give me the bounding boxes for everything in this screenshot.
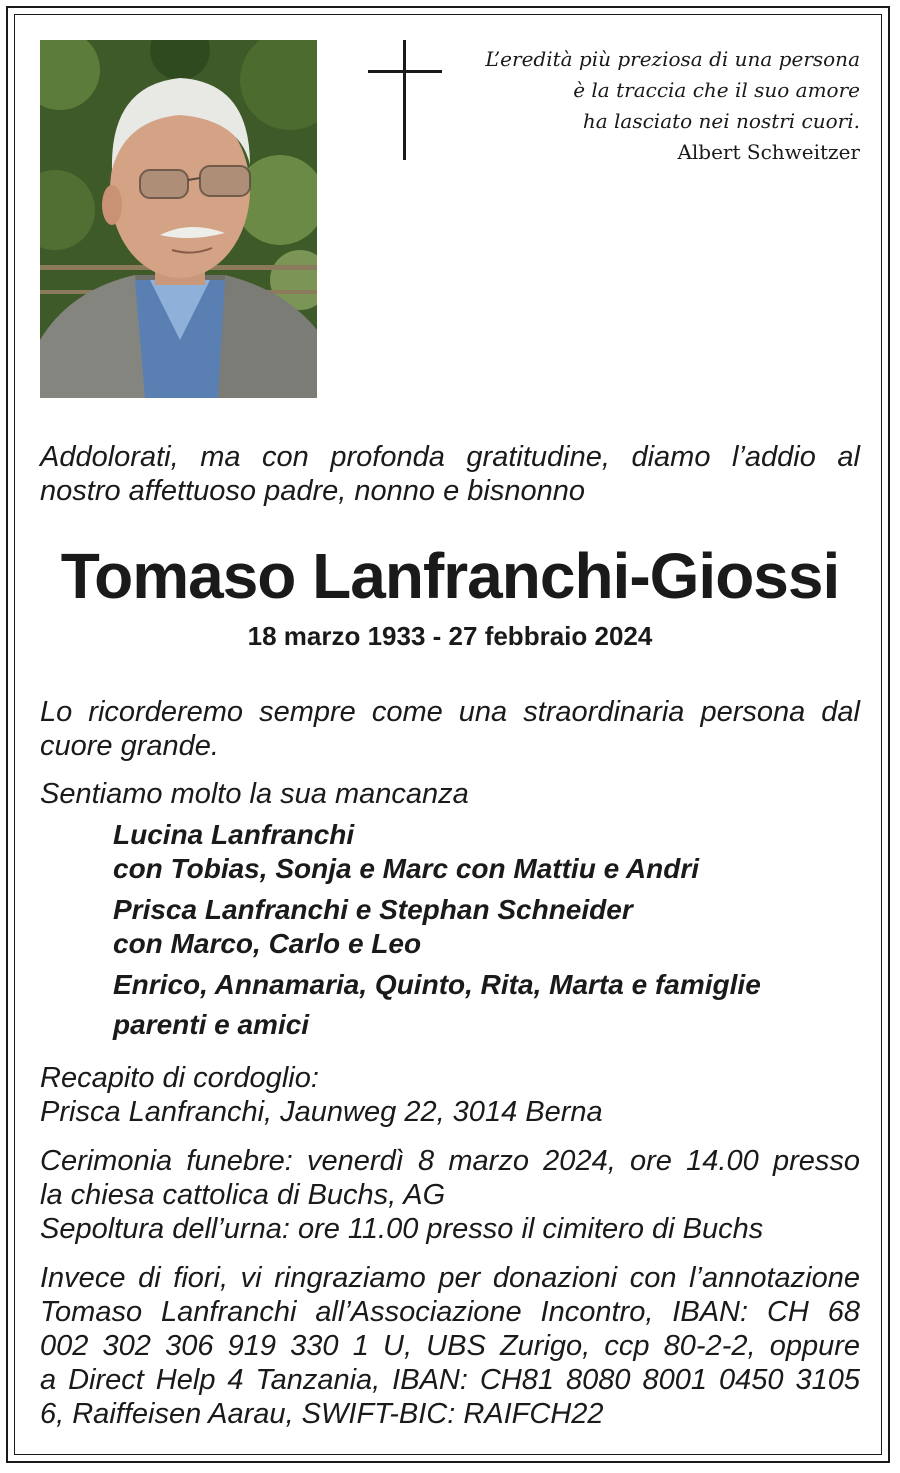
intro-line: Addolorati, ma con profonda gratitudine, diamo l’addio al	[40, 441, 860, 473]
quote-block	[480, 44, 860, 168]
ceremony-line: Cerimonia funebre: venerdì 8 marzo 2024, ore 14.00 presso	[40, 1145, 860, 1177]
intro-line: nostro affettuoso padre, nonno e bisnonno	[40, 475, 585, 507]
condolence-label: Recapito di cordoglio:	[40, 1062, 319, 1094]
intro-text	[40, 440, 860, 508]
donations-line: 002 302 306 919 330 1 U, UBS Zurigo, ccp 80-2-2, oppure	[40, 1330, 860, 1362]
portrait-photo	[40, 40, 317, 398]
donations-line: a Direct Help 4 Tanzania, IBAN: CH81 8080 8001 0450 3105	[40, 1364, 860, 1396]
family-line: parenti e amici	[113, 1009, 310, 1040]
family-list	[113, 818, 873, 1042]
missing-text: Sentiamo molto la sua mancanza	[40, 778, 469, 810]
family-line: con Marco, Carlo e Leo	[113, 928, 422, 959]
family-line: con Tobias, Sonja e Marc con Mattiu e Andri	[113, 853, 700, 884]
ceremony-line: la chiesa cattolica di Buchs, AG	[40, 1179, 446, 1211]
cross-symbol	[368, 40, 442, 160]
donations-line: Invece di fiori, vi ringraziamo per donazioni con l’annotazione	[40, 1262, 860, 1294]
deceased-name: Tomaso Lanfranchi-Giossi	[60, 540, 840, 612]
quote-line: L’eredità più preziosa di una persona	[485, 47, 860, 71]
life-dates: 18 marzo 1933 - 27 febbraio 2024	[247, 621, 653, 651]
family-line: Lucina Lanfranchi	[113, 819, 355, 850]
quote-line: ha lasciato nei nostri cuori.	[582, 109, 860, 133]
remember-line: Lo ricorderemo sempre come una straordinaria persona dal	[40, 696, 860, 728]
ceremony-line: Sepoltura dell’urna: ore 11.00 presso il cimitero di Buchs	[40, 1213, 764, 1245]
donations-block	[40, 1261, 860, 1431]
condolence-address: Prisca Lanfranchi, Jaunweg 22, 3014 Berna	[40, 1096, 603, 1128]
quote-author: Albert Schweitzer	[677, 140, 860, 164]
family-line: Prisca Lanfranchi e Stephan Schneider	[113, 894, 633, 925]
remember-text	[40, 695, 860, 763]
donations-line: 6, Raiffeisen Aarau, SWIFT-BIC: RAIFCH22	[40, 1398, 604, 1430]
remember-line: cuore grande.	[40, 730, 219, 762]
family-line: Enrico, Annamaria, Quinto, Rita, Marta e famiglie	[113, 969, 761, 1000]
condolence-block	[40, 1061, 860, 1129]
quote-line: è la traccia che il suo amore	[573, 78, 860, 102]
ceremony-block	[40, 1144, 860, 1246]
donations-line: Tomaso Lanfranchi all’Associazione Incontro, IBAN: CH 68	[40, 1296, 860, 1328]
